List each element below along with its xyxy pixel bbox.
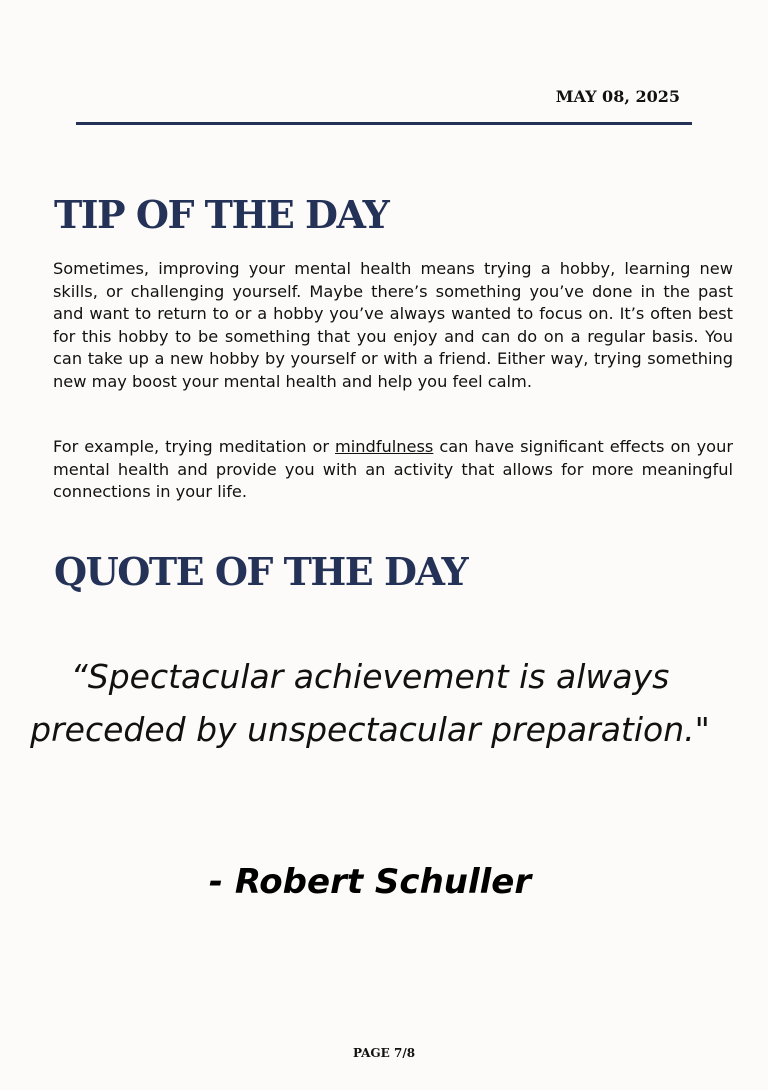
header-divider bbox=[76, 122, 692, 125]
tip-heading: TIP OF THE DAY bbox=[54, 192, 389, 237]
page-number: PAGE 7/8 bbox=[352, 1046, 416, 1060]
quote-author: - Robert Schuller bbox=[208, 862, 532, 902]
tip-paragraph-2-start: For example, trying meditation or bbox=[53, 437, 336, 456]
quote-text: “Spectacular achievement is always preceded by unspectacular preparation." bbox=[30, 657, 710, 749]
mindfulness-link[interactable]: mindfulness bbox=[335, 437, 434, 456]
tip-paragraph-1: Sometimes, improving your mental health means trying a hobby, learning new skills, or challenging yourself. Maybe there’s something you’ve done in the past and want to return to or a hobby you’ve always wanted to focus on. It’s often best for this hobby to be something that you enjoy and can do on a regular basis. You can take up a new hobby by yourself or with a friend. Either way, trying something new may boost your mental health and help you feel calm. bbox=[53, 259, 733, 391]
tip-paragraph-2 bbox=[53, 436, 733, 504]
quote-heading: QUOTE OF THE DAY bbox=[54, 549, 468, 594]
tip-paragraph-2-end: can have significant effects on your mental health and provide you with an activity that allows for more meaningful connections in your life. bbox=[53, 437, 733, 501]
date-label: MAY 08, 2025 bbox=[555, 87, 680, 106]
